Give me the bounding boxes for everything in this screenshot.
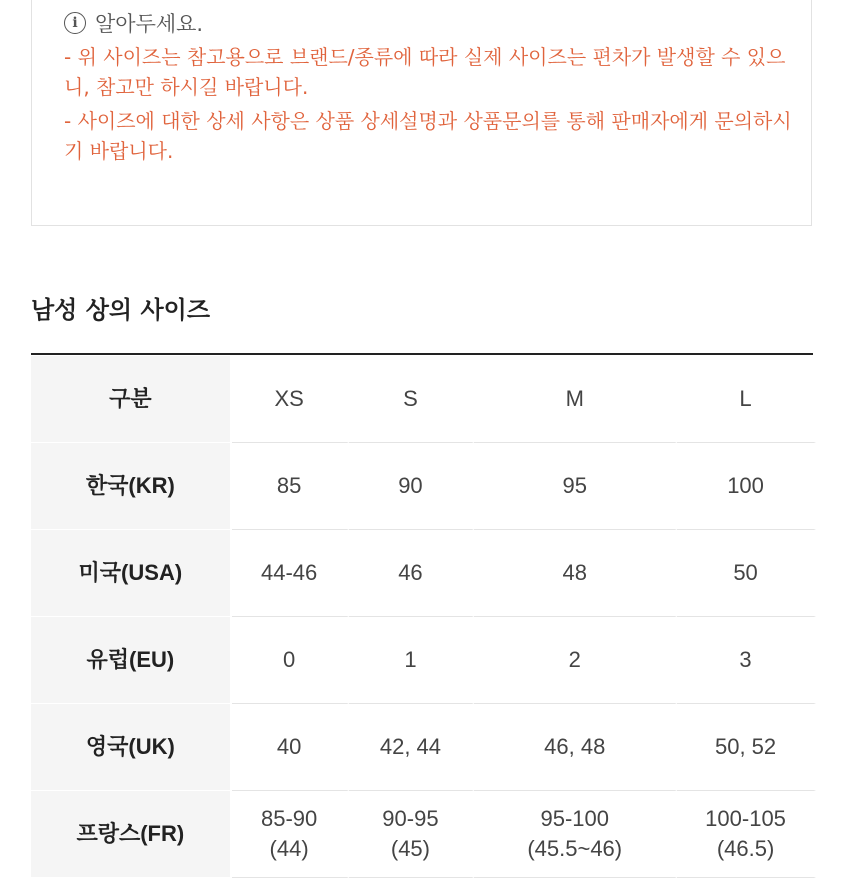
header-cell: S <box>349 356 475 443</box>
header-cell: L <box>677 356 816 443</box>
header-cell: 구분 <box>31 356 232 443</box>
table-cell: 0 <box>232 617 349 704</box>
table-row <box>31 530 816 617</box>
header-cell: XS <box>232 356 349 443</box>
info-icon: i <box>64 12 86 34</box>
table-cell: 85 <box>232 443 349 530</box>
table-row <box>31 791 816 878</box>
notice-box <box>31 0 812 226</box>
table-cell <box>474 791 677 878</box>
notice-line: - 위 사이즈는 참고용으로 브랜드/종류에 따라 실제 사이즈는 편차가 발생할 수 있으니, 참고만 하시길 바랍니다. <box>64 45 786 99</box>
table-cell: 50, 52 <box>677 704 816 791</box>
cell-sub-value: (44) <box>269 836 309 861</box>
cell-sub-value: (45) <box>390 836 430 861</box>
table-cell: 46 <box>349 530 475 617</box>
cell-sub-value: (46.5) <box>716 836 775 861</box>
table-row <box>31 443 816 530</box>
row-label: 유럽(EU) <box>31 617 232 704</box>
row-label: 영국(UK) <box>31 704 232 791</box>
table-cell: 48 <box>474 530 677 617</box>
size-table <box>31 356 816 878</box>
notice-title: 알아두세요. <box>95 12 204 36</box>
notice-line: - 사이즈에 대한 상세 사항은 상품 상세설명과 상품문의를 통해 판매자에게 문의하시기 바랍니다. <box>64 109 792 163</box>
table-cell: 46, 48 <box>474 704 677 791</box>
table-cell: 90 <box>349 443 475 530</box>
table-top-rule <box>31 353 813 355</box>
table-cell: 40 <box>232 704 349 791</box>
section-title: 남성 상의 사이즈 <box>31 296 210 324</box>
table-header-row <box>31 356 816 443</box>
table-row <box>31 704 816 791</box>
cell-main-value: 100-105 <box>705 806 786 831</box>
header-cell: M <box>474 356 677 443</box>
table-cell: 1 <box>349 617 475 704</box>
table-cell: 50 <box>677 530 816 617</box>
notice-body <box>64 42 804 170</box>
table-cell: 42, 44 <box>349 704 475 791</box>
table-cell <box>232 791 349 878</box>
table-cell: 44-46 <box>232 530 349 617</box>
cell-main-value: 90-95 <box>382 806 439 831</box>
table-cell: 100 <box>677 443 816 530</box>
notice-header <box>64 8 203 38</box>
row-label: 프랑스(FR) <box>31 791 232 878</box>
table-cell <box>349 791 475 878</box>
row-label: 한국(KR) <box>31 443 232 530</box>
table-cell <box>677 791 816 878</box>
table-row <box>31 617 816 704</box>
cell-main-value: 85-90 <box>260 806 318 831</box>
table-cell: 2 <box>474 617 677 704</box>
table-cell: 95 <box>474 443 677 530</box>
cell-sub-value: (45.5~46) <box>527 836 623 861</box>
table-cell: 3 <box>677 617 816 704</box>
row-label: 미국(USA) <box>31 530 232 617</box>
cell-main-value: 95-100 <box>540 806 609 831</box>
